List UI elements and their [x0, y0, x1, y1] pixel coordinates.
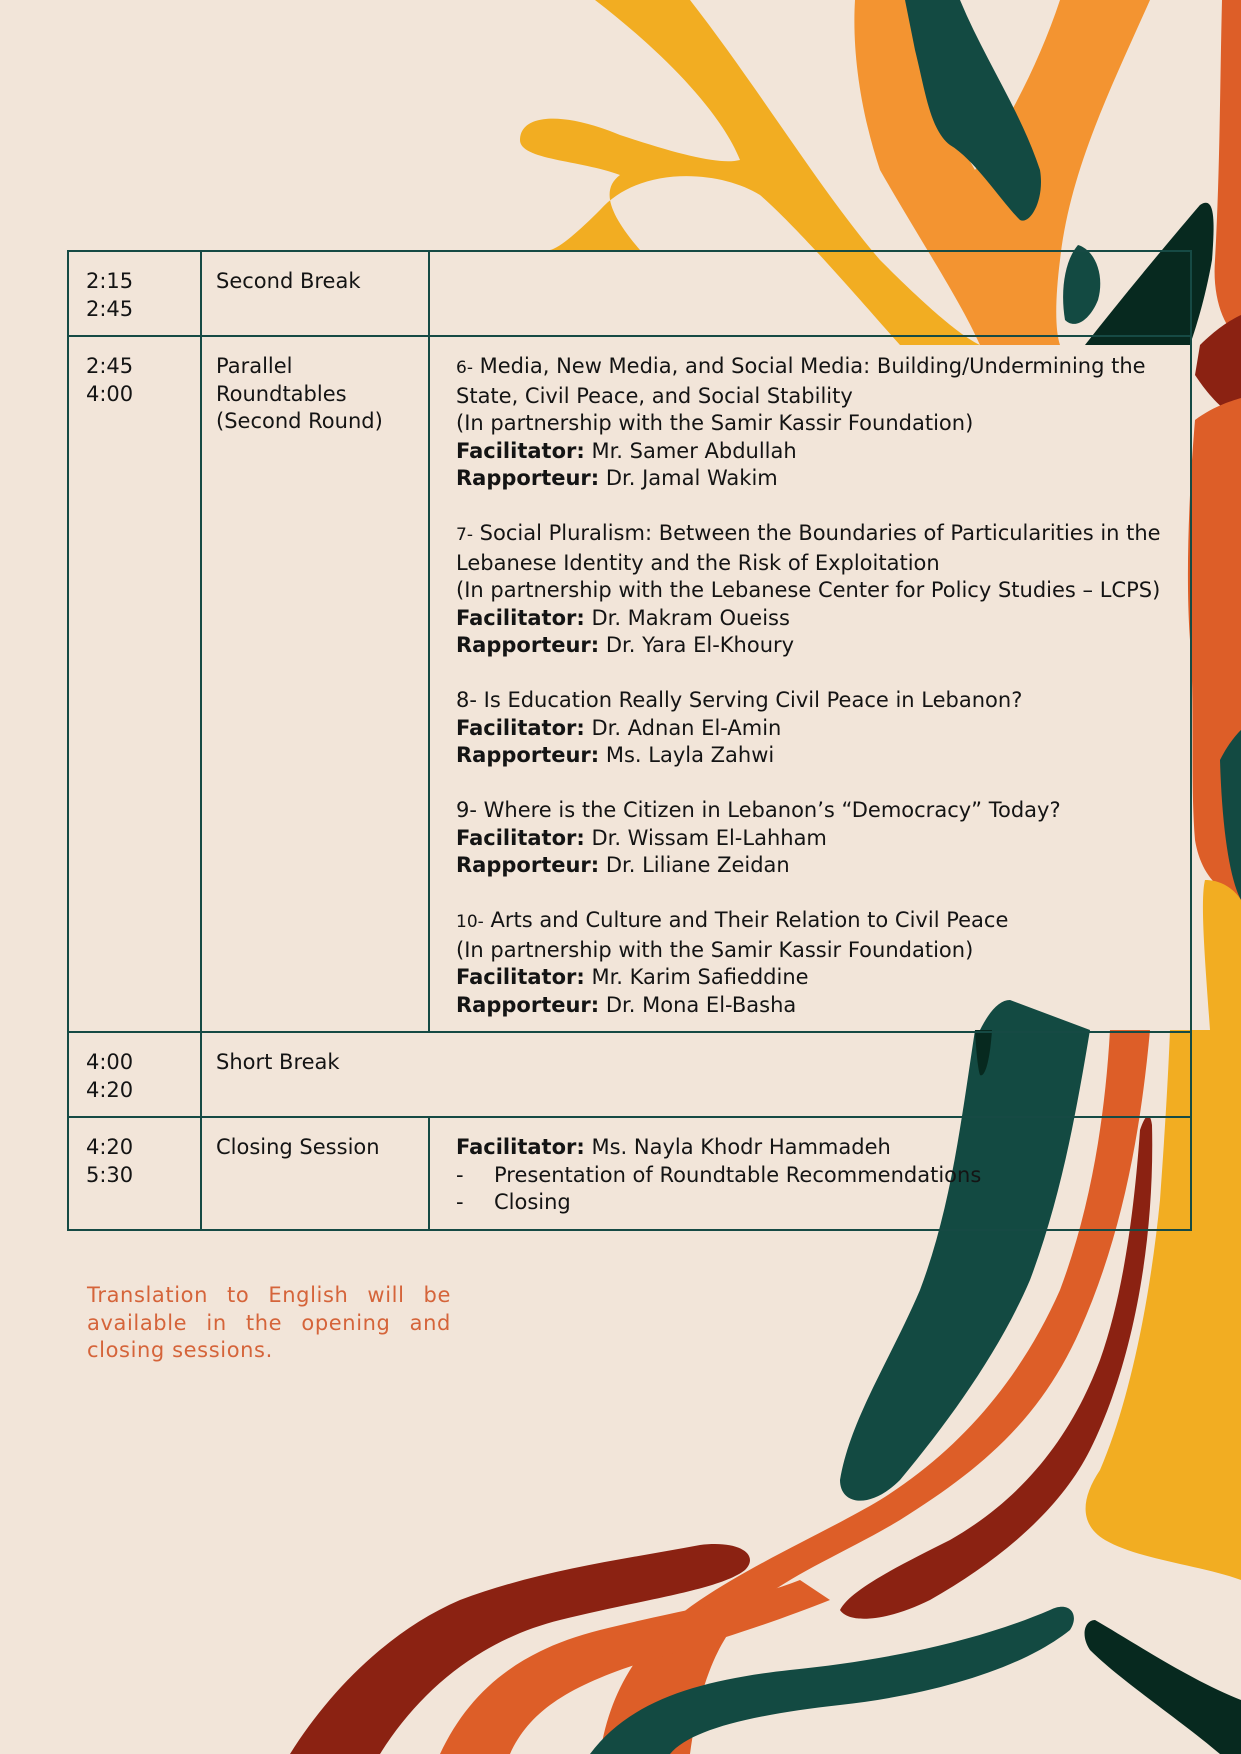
rapporteur-line [456, 632, 1176, 660]
roundtable-title-line [456, 687, 1176, 715]
time-start: 4:20 [86, 1135, 134, 1159]
rapporteur-line [456, 465, 1176, 493]
time-start: 2:15 [86, 269, 134, 293]
time-cell [68, 251, 201, 336]
session-name: Second Break [216, 269, 361, 293]
rapporteur-label: Rapporteur: [456, 466, 600, 490]
time-end: 4:20 [86, 1077, 134, 1102]
roundtable-partnership: (In partnership with the Samir Kassir Foundation) [456, 411, 974, 435]
bullet-text: Presentation of Roundtable Recommendations [494, 1162, 982, 1187]
roundtable-8 [456, 687, 1176, 770]
facilitator-line [456, 715, 1176, 743]
time-end: 4:00 [86, 381, 134, 406]
bullet-text: Closing [494, 1190, 571, 1214]
rapporteur-label: Rapporteur: [456, 992, 600, 1017]
roundtable-title: Where is the Citizen in Lebanon’s “Democracy” Today? [483, 798, 1061, 822]
facilitator-line [456, 825, 1176, 853]
facilitator-name: Dr. Adnan El-Amin [591, 715, 782, 740]
facilitator-name: Mr. Karim Safieddine [591, 965, 809, 989]
facilitator-name: Dr. Makram Oueiss [591, 605, 790, 630]
roundtable-10 [456, 907, 1176, 1019]
rapporteur-name: Dr. Jamal Wakim [605, 466, 778, 490]
roundtables-cell [429, 336, 1191, 1032]
roundtable-title: Media, New Media, and Social Media: Building/Undermining the State, Civil Peace, and Social Stability [456, 354, 1146, 408]
roundtable-title-line [456, 797, 1176, 825]
time-end: 2:45 [86, 296, 134, 321]
facilitator-line [456, 438, 1176, 466]
facilitator-label: Facilitator: [456, 1135, 585, 1159]
roundtable-number: 6- [456, 358, 473, 378]
roundtable-title-line [456, 520, 1176, 577]
bullet-item [456, 1189, 1176, 1217]
roundtable-title-line [456, 353, 1176, 410]
roundtable-title: Social Pluralism: Between the Boundaries of Particularities in the Lebanese Identity and the Risk of Exploitation [456, 521, 1161, 575]
facilitator-line [456, 964, 1176, 992]
roundtable-title: Is Education Really Serving Civil Peace in Lebanon? [483, 688, 1023, 712]
session-name: Short Break [216, 1050, 340, 1074]
schedule-table [67, 250, 1192, 1231]
roundtable-number: 7- [456, 525, 473, 545]
roundtable-6 [456, 353, 1176, 493]
right-orange-edge-shape [1215, 0, 1241, 340]
closing-details-cell [429, 1117, 1191, 1230]
roundtable-number: 9- [456, 798, 477, 822]
rapporteur-name: Dr. Yara El-Khoury [605, 633, 795, 657]
session-cell [201, 336, 429, 1032]
facilitator-name: Dr. Wissam El-Lahham [591, 825, 827, 850]
roundtable-number: 10- [456, 912, 484, 932]
rapporteur-label: Rapporteur: [456, 633, 600, 657]
time-cell [68, 1117, 201, 1230]
schedule-row-parallel-roundtables [68, 336, 1191, 1032]
roundtable-partnership: (In partnership with the Lebanese Center for Policy Studies – LCPS) [456, 578, 1161, 602]
translation-note: Translation to English will be available in the opening and closing sessions. [87, 1283, 451, 1362]
session-name: Parallel Roundtables (Second Round) [216, 354, 383, 433]
rapporteur-line [456, 852, 1176, 880]
rapporteur-name: Dr. Mona El-Basha [605, 992, 797, 1017]
bullet-marker: - [456, 1190, 464, 1214]
details-cell-empty [429, 251, 1191, 336]
bullet-item [456, 1162, 1176, 1190]
session-name: Closing Session [216, 1135, 380, 1159]
rapporteur-line [456, 742, 1176, 770]
rapporteur-label: Rapporteur: [456, 743, 600, 767]
schedule-row-short-break [68, 1032, 1191, 1117]
rapporteur-line [456, 992, 1176, 1020]
facilitator-label: Facilitator: [456, 965, 585, 989]
roundtable-title: Arts and Culture and Their Relation to Civil Peace [490, 908, 1009, 932]
bullet-marker: - [456, 1162, 464, 1187]
darkest-root-right-shape [1085, 1620, 1241, 1754]
roundtable-7 [456, 520, 1176, 660]
roundtable-number: 8- [456, 688, 477, 712]
rapporteur-label: Rapporteur: [456, 853, 600, 877]
roundtable-title-line [456, 907, 1176, 937]
time-start: 2:45 [86, 354, 134, 378]
roundtable-9 [456, 797, 1176, 880]
time-cell [68, 336, 201, 1032]
facilitator-line [456, 605, 1176, 633]
session-cell [201, 251, 429, 336]
facilitator-label: Facilitator: [456, 605, 585, 630]
time-start: 4:00 [86, 1050, 134, 1074]
facilitator-label: Facilitator: [456, 438, 585, 463]
schedule-row-closing-session [68, 1117, 1191, 1230]
facilitator-label: Facilitator: [456, 825, 585, 850]
roundtable-partnership: (In partnership with the Samir Kassir Foundation) [456, 937, 974, 962]
facilitator-name: Ms. Nayla Khodr Hammadeh [591, 1135, 891, 1159]
facilitator-label: Facilitator: [456, 715, 585, 740]
facilitator-line [456, 1134, 1176, 1162]
rapporteur-name: Ms. Layla Zahwi [605, 743, 775, 767]
time-end: 5:30 [86, 1162, 134, 1187]
session-cell [201, 1117, 429, 1230]
schedule-row-second-break [68, 251, 1191, 336]
time-cell [68, 1032, 201, 1117]
facilitator-name: Mr. Samer Abdullah [591, 438, 797, 463]
rapporteur-name: Dr. Liliane Zeidan [605, 853, 790, 877]
session-cell [201, 1032, 1191, 1117]
